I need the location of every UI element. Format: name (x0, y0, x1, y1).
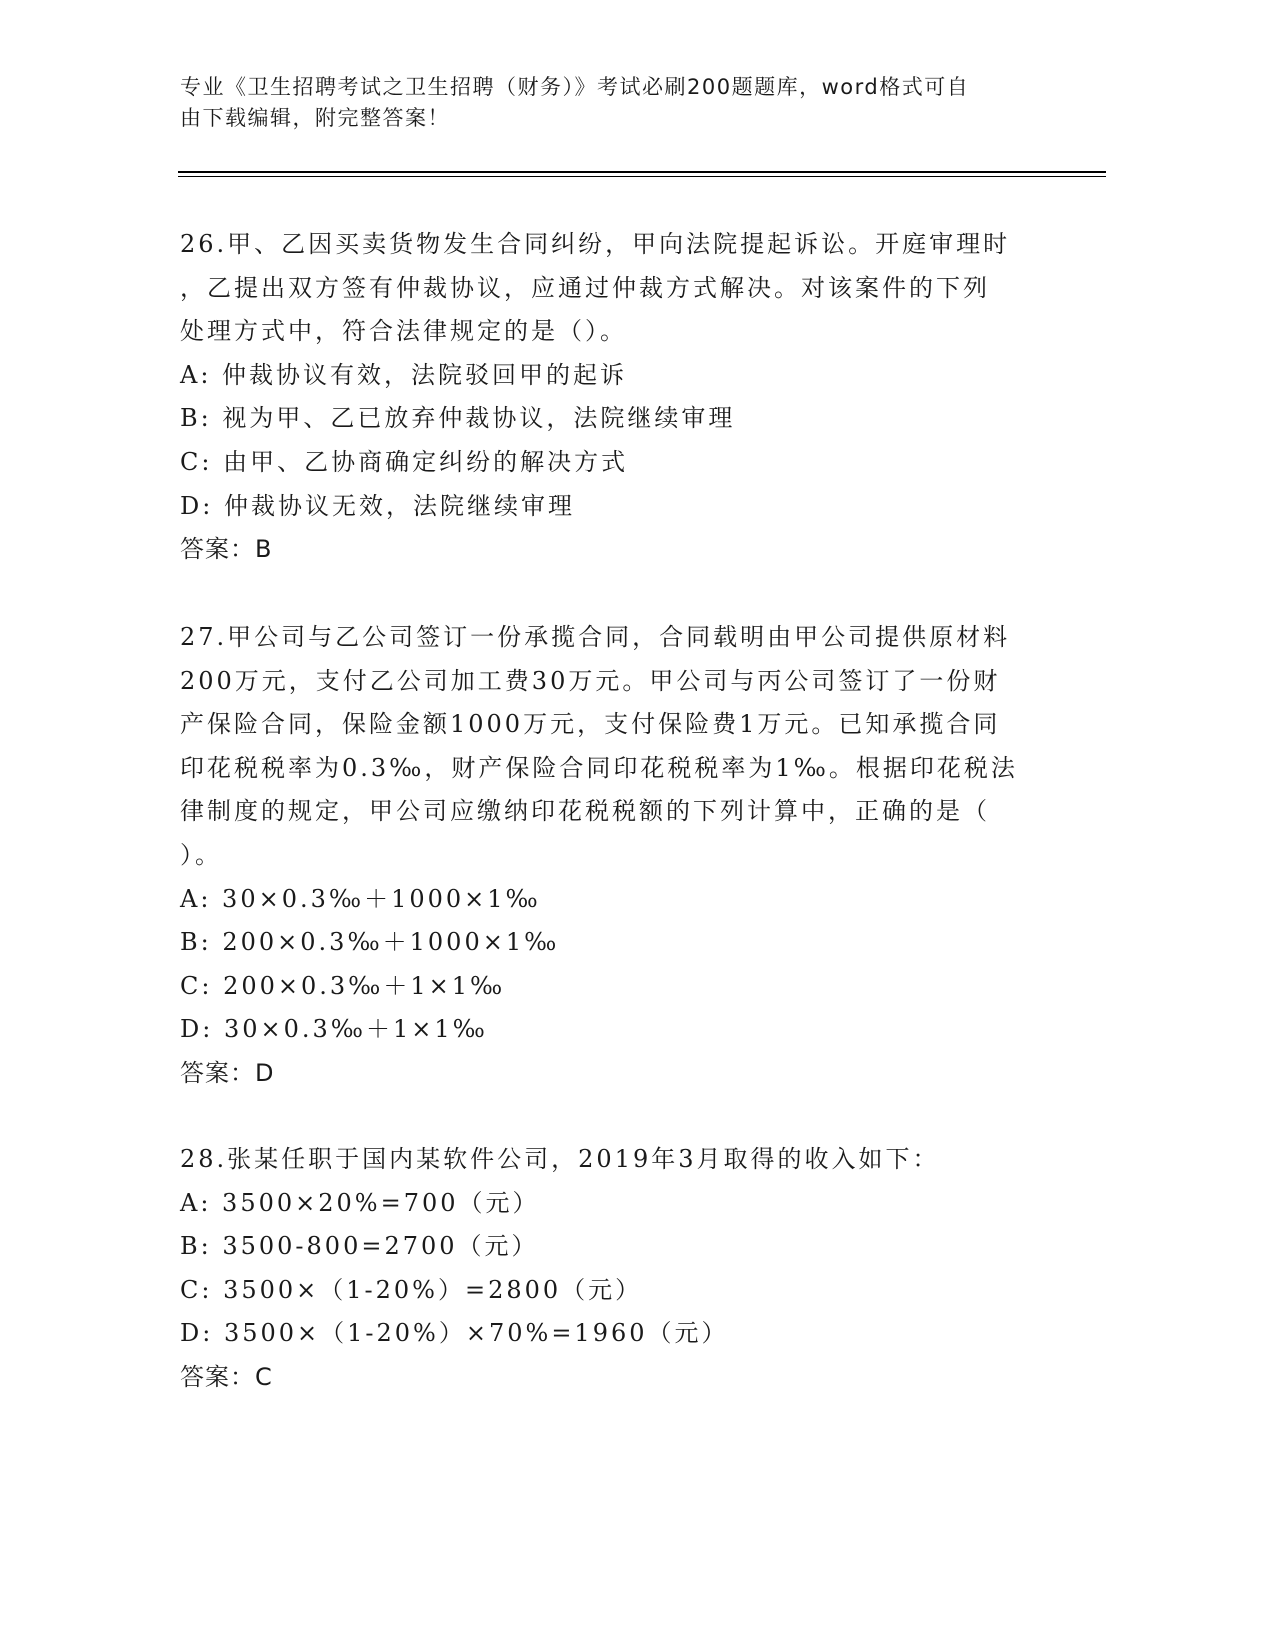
question-text: 200万元，支付乙公司加工费30万元。甲公司与丙公司签订了一份财 (180, 666, 1001, 695)
answer: 答案：C (180, 1362, 273, 1391)
option-d: D: 3500×（1-20%）×70%=1960（元） (180, 1319, 729, 1348)
option-b: B: 3500-800=2700（元） (180, 1232, 539, 1261)
option-a: A: 仲裁协议有效，法院驳回甲的起诉 (180, 360, 628, 389)
question-text: 26.甲、乙因买卖货物发生合同纠纷，甲向法院提起诉讼。开庭审理时 (180, 230, 1011, 258)
header-line: 专业《卫生招聘考试之卫生招聘（财务）》考试必刷200题题库，word格式可自 (180, 75, 970, 99)
header-divider (178, 176, 1106, 177)
header-divider (178, 171, 1106, 173)
option-b: B: 视为甲、乙已放弃仲裁协议，法院继续审理 (180, 404, 736, 433)
option-d: D: 仲裁协议无效，法院继续审理 (180, 491, 575, 520)
header-line: 由下载编辑，附完整答案！ (180, 106, 450, 130)
question-text: ）。 (180, 840, 222, 869)
question-text: 律制度的规定，甲公司应缴纳印花税税额的下列计算中，正确的是（ (180, 797, 990, 826)
question-text: 27.甲公司与乙公司签订一份承揽合同，合同载明由甲公司提供原材料 (180, 623, 1011, 651)
option-b: B: 200×0.3‰＋1000×1‰ (180, 928, 560, 957)
option-d: D: 30×0.3‰＋1×1‰ (180, 1015, 488, 1044)
question-text: 印花税税率为0.3‰，财产保险合同印花税税率为1‰。根据印花税法 (180, 753, 1018, 782)
question-text: 处理方式中，符合法律规定的是（）。 (180, 317, 627, 346)
document-header (180, 72, 969, 134)
option-a: A: 3500×20%=700（元） (180, 1188, 540, 1217)
answer: 答案：D (180, 1058, 275, 1087)
option-c: C: 200×0.3‰＋1×1‰ (180, 971, 506, 1000)
question-text: ，乙提出双方签有仲裁协议，应通过仲裁方式解决。对该案件的下列 (180, 273, 990, 302)
question-text: 28.张某任职于国内某软件公司，2019年3月取得的收入如下： (180, 1145, 940, 1173)
answer: 答案：B (180, 535, 273, 564)
question-27 (180, 616, 1018, 1096)
option-a: A: 30×0.3‰＋1000×1‰ (180, 884, 541, 913)
option-c: C: 由甲、乙协商确定纠纷的解决方式 (180, 447, 629, 476)
question-text: 产保险合同，保险金额1000万元，支付保险费1万元。已知承揽合同 (180, 710, 1001, 739)
question-28 (180, 1138, 940, 1400)
option-c: C: 3500×（1-20%）=2800（元） (180, 1275, 643, 1304)
question-26 (180, 223, 1010, 572)
